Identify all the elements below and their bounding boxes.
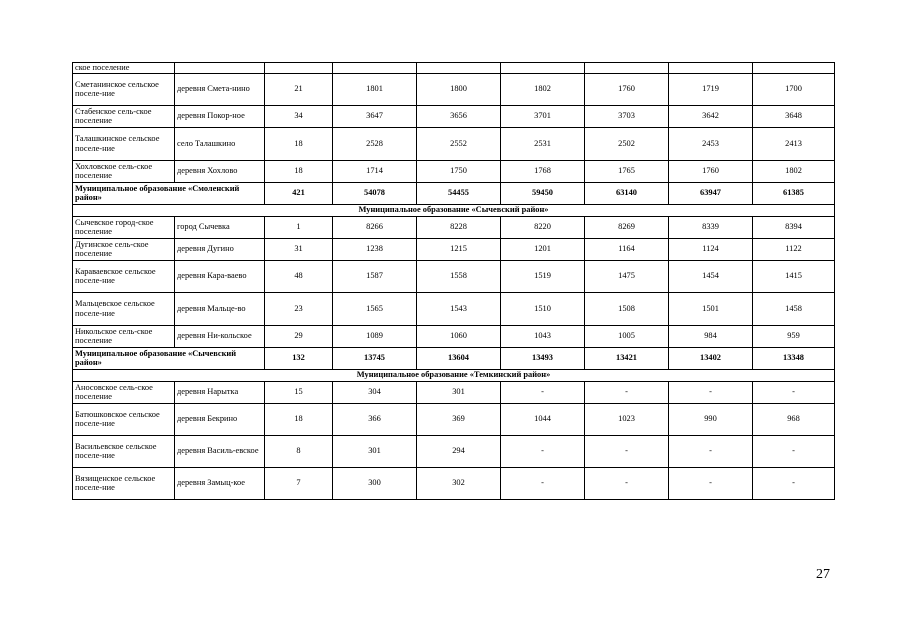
population-cell: 1800 [417,73,501,105]
population-cell: 1124 [669,238,753,260]
population-cell: 1587 [333,260,417,292]
section-header-row [73,369,835,381]
population-cell: 1508 [585,292,669,325]
population-cell: 8339 [669,216,753,238]
population-cell: 1510 [501,292,585,325]
population-cell: 2552 [417,127,501,160]
population-cell: 1475 [585,260,669,292]
population-cell [753,63,835,74]
population-cell: 13604 [417,347,501,369]
settlement-name-cell: Сычевское город-ское поселение [73,216,175,238]
population-cell: - [585,435,669,467]
count-cell: 18 [265,403,333,435]
population-cell: 1215 [417,238,501,260]
count-cell [265,63,333,74]
section-title: Муниципальное образование «Темкинский район» [73,369,835,381]
population-cell: 1238 [333,238,417,260]
table-body [73,63,835,500]
population-cell [585,63,669,74]
population-cell [417,63,501,74]
population-cell: 61385 [753,182,835,204]
center-name-cell: деревня Смета-нино [175,73,265,105]
settlement-name-cell: Хохловское сель-ское поселение [73,160,175,182]
population-cell: 2528 [333,127,417,160]
population-cell [501,63,585,74]
population-cell: 2413 [753,127,835,160]
population-cell: 301 [417,381,501,403]
count-cell: 21 [265,73,333,105]
population-cell: 59450 [501,182,585,204]
center-name-cell: деревня Замыц-кое [175,467,265,499]
population-cell: 1415 [753,260,835,292]
population-cell: 300 [333,467,417,499]
table-row [73,381,835,403]
population-cell: - [585,381,669,403]
settlement-name-cell: Караваевское сельское поселе-ние [73,260,175,292]
population-cell: 302 [417,467,501,499]
table-row [73,292,835,325]
population-cell: 63947 [669,182,753,204]
settlement-name-cell: Васильевское сельское поселе-ние [73,435,175,467]
population-cell: 1122 [753,238,835,260]
population-cell: - [501,435,585,467]
population-cell: 8220 [501,216,585,238]
population-cell: 1765 [585,160,669,182]
population-cell: 1565 [333,292,417,325]
population-cell: 3656 [417,105,501,127]
population-cell: 990 [669,403,753,435]
population-cell: 1760 [669,160,753,182]
population-cell: - [501,467,585,499]
table-row [73,403,835,435]
population-cell: 1519 [501,260,585,292]
table-row [73,127,835,160]
count-cell: 23 [265,292,333,325]
settlement-name-cell: Батюшковское сельское поселе-ние [73,403,175,435]
population-cell: 8266 [333,216,417,238]
center-name-cell: деревня Хохлово [175,160,265,182]
center-name-cell: деревня Бекрино [175,403,265,435]
population-cell: 1714 [333,160,417,182]
population-cell: 54078 [333,182,417,204]
population-cell: 2502 [585,127,669,160]
population-cell: 1044 [501,403,585,435]
population-cell: 1089 [333,325,417,347]
population-cell: 304 [333,381,417,403]
total-row [73,347,835,369]
population-cell: 366 [333,403,417,435]
population-cell: 1043 [501,325,585,347]
population-cell: 369 [417,403,501,435]
count-cell: 1 [265,216,333,238]
population-cell: 1558 [417,260,501,292]
population-cell [333,63,417,74]
center-name-cell: деревня Покор-ное [175,105,265,127]
center-name-cell: деревня Нарытка [175,381,265,403]
population-cell: 1802 [501,73,585,105]
population-cell: - [585,467,669,499]
center-name-cell [175,63,265,74]
population-cell: 1760 [585,73,669,105]
section-title: Муниципальное образование «Сычевский район» [73,204,835,216]
center-name-cell: деревня Мальце-во [175,292,265,325]
count-cell: 18 [265,127,333,160]
center-name-cell: село Талашкино [175,127,265,160]
settlement-name-cell: Дугинское сель-ское поселение [73,238,175,260]
municipality-name-cell: Муниципальное образование «Смоленский район» [73,182,265,204]
population-cell: 13348 [753,347,835,369]
count-cell: 132 [265,347,333,369]
population-cell: - [669,467,753,499]
count-cell: 421 [265,182,333,204]
population-cell: 1750 [417,160,501,182]
table-row [73,216,835,238]
population-cell: 54455 [417,182,501,204]
count-cell: 48 [265,260,333,292]
population-cell: 1768 [501,160,585,182]
settlement-name-cell: ское поселение [73,63,175,74]
population-cell: 13402 [669,347,753,369]
population-cell: 1700 [753,73,835,105]
count-cell: 18 [265,160,333,182]
municipality-name-cell: Муниципальное образование «Сычевский район» [73,347,265,369]
population-cell: - [753,435,835,467]
table-row [73,160,835,182]
count-cell: 15 [265,381,333,403]
population-cell: 3642 [669,105,753,127]
table-row [73,238,835,260]
table-row [73,260,835,292]
table-row [73,325,835,347]
population-cell: 984 [669,325,753,347]
count-cell: 34 [265,105,333,127]
page-number: 27 [816,567,830,582]
population-cell: 3703 [585,105,669,127]
population-cell: 63140 [585,182,669,204]
population-cell: 1201 [501,238,585,260]
center-name-cell: деревня Кара-ваево [175,260,265,292]
population-cell: - [753,381,835,403]
population-cell: 1005 [585,325,669,347]
table-row [73,105,835,127]
settlement-name-cell: Аносовское сель-ское поселение [73,381,175,403]
population-cell: - [669,435,753,467]
count-cell: 8 [265,435,333,467]
population-cell: 13493 [501,347,585,369]
count-cell: 29 [265,325,333,347]
table-row [73,467,835,499]
settlement-name-cell: Никольское сель-ское поселение [73,325,175,347]
settlement-name-cell: Мальцевское сельское поселе-ние [73,292,175,325]
table-row [73,63,835,74]
population-table [72,62,835,500]
population-cell: 1060 [417,325,501,347]
population-cell: 1719 [669,73,753,105]
population-cell: - [669,381,753,403]
population-cell: 13745 [333,347,417,369]
population-cell: - [501,381,585,403]
center-name-cell: деревня Ни-кольское [175,325,265,347]
population-cell: 3701 [501,105,585,127]
total-row [73,182,835,204]
population-cell: 968 [753,403,835,435]
count-cell: 31 [265,238,333,260]
population-cell: 1458 [753,292,835,325]
center-name-cell: деревня Дугино [175,238,265,260]
settlement-name-cell: Сметанинское сельское поселе-ние [73,73,175,105]
population-cell: 1801 [333,73,417,105]
settlement-name-cell: Талашкинское сельское поселе-ние [73,127,175,160]
population-cell: 1023 [585,403,669,435]
population-cell: 1543 [417,292,501,325]
table-row [73,435,835,467]
population-cell: 294 [417,435,501,467]
population-cell [669,63,753,74]
population-cell: 3648 [753,105,835,127]
population-cell: 3647 [333,105,417,127]
population-cell: 1501 [669,292,753,325]
population-cell: 8228 [417,216,501,238]
population-cell: 301 [333,435,417,467]
settlement-name-cell: Стабенское сель-ское поселение [73,105,175,127]
center-name-cell: деревня Василь-евское [175,435,265,467]
population-cell: 8394 [753,216,835,238]
population-cell: 1164 [585,238,669,260]
population-cell: 2453 [669,127,753,160]
population-cell: 8269 [585,216,669,238]
count-cell: 7 [265,467,333,499]
population-cell: - [753,467,835,499]
section-header-row [73,204,835,216]
center-name-cell: город Сычевка [175,216,265,238]
table-row [73,73,835,105]
population-cell: 13421 [585,347,669,369]
settlement-name-cell: Вязищенское сельское поселе-ние [73,467,175,499]
population-cell: 1802 [753,160,835,182]
population-cell: 2531 [501,127,585,160]
population-cell: 959 [753,325,835,347]
population-table-container [72,62,834,500]
population-cell: 1454 [669,260,753,292]
